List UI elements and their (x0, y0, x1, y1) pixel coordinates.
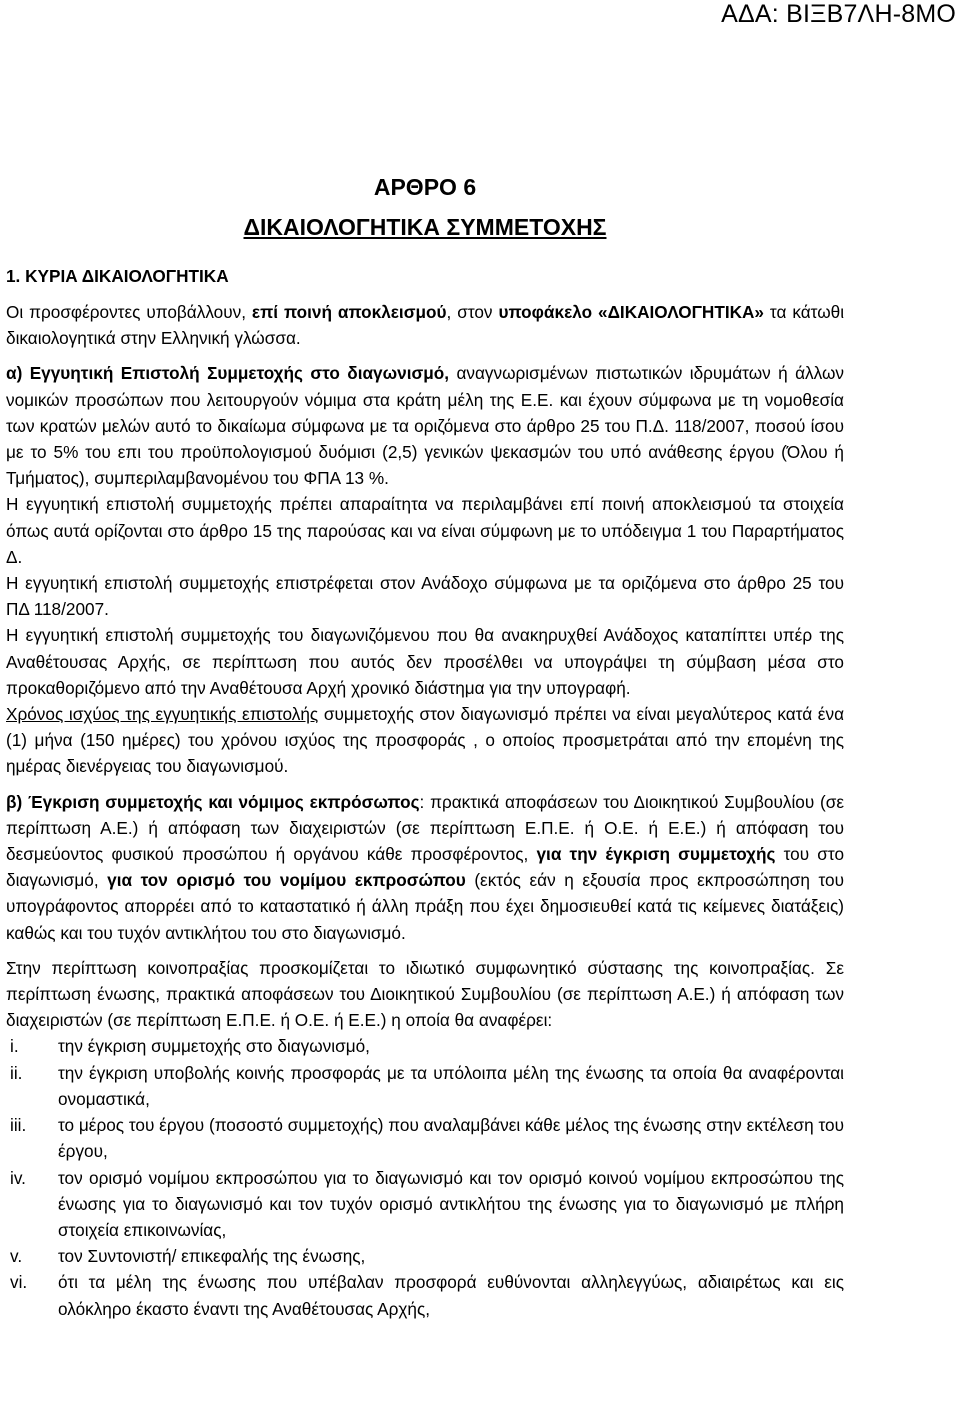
list-item-text: το μέρος του έργου (ποσοστό συμμετοχής) που αναλαμβάνει κάθε μέλος της ένωσης στην εκτέλεση του έργου, (58, 1115, 844, 1162)
validity-text: συμμετοχής στον διαγωνισμό πρέπει να είναι μεγαλύτερος κατά ένα (1) μήνα (150 ημέρες) του χρόνου ισχύος της προσφοράς , ο οποίος προσμετράται από την επομένη της ημέρας διενέργειας του διαγωνισμού. (6, 704, 845, 777)
paragraph-a (6, 360, 844, 491)
list-item (6, 1243, 844, 1269)
article-title: ΔΙΚΑΙΟΛΟΓΗΤΙΚΑ ΣΥΜΜΕΤΟΧΗΣ (243, 214, 607, 240)
list-item (6, 1112, 844, 1164)
paragraph-b-text-3: (εκτός εάν η εξουσία προς εκπροσώπηση του υπογράφοντος απορρέει από το καταστατικό ή άλλη πράξη που έχει δημοσιευθεί κατά τις κείμενες διατάξεις) καθώς και του τυχόν αντικλήτου του στο διαγωνισμό. (6, 870, 844, 943)
paragraph-consortium: Στην περίπτωση κοινοπραξίας προσκομίζεται το ιδιωτικό συμφωνητικό σύστασης της κοινοπραξίας. Σε περίπτωση ένωσης, πρακτικά αποφάσεων του Διοικητικού Συμβουλίου (σε περίπτωση Α.Ε.) ή απόφαση των διαχειριστών (σε περίπτωση Ε.Π.Ε. ή Ο.Ε. ή Ε.Ε.) η οποία θα αναφέρει: (6, 957, 844, 1031)
ada-code: ΑΔΑ: ΒΙΞΒ7ΛΗ-8ΜΟ (721, 0, 956, 28)
list-item (6, 1033, 844, 1059)
paragraph-guarantee-contents: Η εγγυητική επιστολή συμμετοχής πρέπει απαραίτητα να περιλαμβάνει επί ποινή αποκλεισμού τα στοιχεία όπως αυτά ορίζονται στο άρθρο 15 της παρούσας και να είναι σύμφωνη με το υπόδειγμα 1 του Παραρτήματος Δ. (6, 494, 844, 567)
list-item-text: τον ορισμό νομίμου εκπροσώπου για το διαγωνισμό και τον ορισμό κοινού νομίμου εκπροσώπου της ένωσης για το διαγωνισμό και τον τυχόν ορισμό αντικλήτου της ένωσης για το διαγωνισμό με πλήρη στοιχεία επικοινωνίας, (58, 1167, 844, 1240)
list-item-text: τον Συντονιστή/ επικεφαλής της ένωσης, (58, 1246, 366, 1267)
paragraph-b-heading: β) Έγκριση συμμετοχής και νόμιμος εκπρόσωπος (6, 791, 420, 812)
list-item-number: i. (10, 1036, 19, 1057)
list-item (6, 1060, 844, 1112)
paragraph-b-text-1: : πρακτικά αποφάσεων του Διοικητικού Συμβουλίου (σε περίπτωση Α.Ε.) ή απόφαση των διαχειριστών (σε περίπτωση Ε.Π.Ε. ή Ο.Ε. ή Ε.Ε.) ή απόφαση του δεσμεύοντος φυσικού προσώπου ή οργάνου κάθε προσφέροντος, (6, 791, 845, 865)
intro-text-1: Οι προσφέροντες υποβάλλουν, (6, 302, 252, 322)
paragraph-b (6, 789, 844, 946)
paragraph-guarantee-forfeit: Η εγγυητική επιστολή συμμετοχής του διαγωνιζόμενου που θα ανακηρυχθεί Ανάδοχος καταπίπτει υπέρ της Αναθέτουσας Αρχής, σε περίπτωση που αυτός δεν προσέλθει να υπογράψει τη σύμβαση μέσα στο προκαθοριζόμενο από την Αναθέτουσα Αρχή χρονικό διάστημα για την υπογραφή. (6, 625, 844, 698)
list-item-number: vi. (10, 1272, 28, 1293)
section-heading: 1. ΚΥΡΙΑ ΔΙΚΑΙΟΛΟΓΗΤΙΚΑ (6, 266, 229, 286)
article-number: ΑΡΘΡΟ 6 (373, 174, 477, 200)
list-item-text: την έγκριση υποβολής κοινής προσφοράς με τα υπόλοιπα μέλη της ένωσης τα οποία θα αναφέρονται ονομαστικά, (58, 1062, 844, 1109)
paragraph-a-text: αναγνωρισμένων πιστωτικών ιδρυμάτων ή άλλων νομικών προσώπων που λειτουργούν νόμιμα στα κράτη μέλη της Ε.Ε. και έχουν σύμφωνα με τη νομοθεσία των κρατών μελών αυτό το δικαίωμα σύμφωνα με τα οριζόμενα στο άρθρο 25 του Π.Δ. 118/2007, ποσού ίσου με το 5% του επι του προϋπολογισμού δυόμισι (2,5) γενικών ψεκασμών του υπό ανάθεσης έργου (Όλου ή Τμήματος), συμπεριλαμβανομένου του ΦΠΑ 13 %. (6, 363, 844, 489)
list-item-text: ότι τα μέλη της ένωσης που υπέβαλαν προσφορά ευθύνονται αλληλεγγύως, αδιαιρέτως και εις ολόκληρο έκαστο έναντι της Αναθέτουσας Αρχής, (58, 1272, 844, 1319)
intro-paragraph (6, 299, 844, 351)
paragraph-a-heading: α) Εγγυητική Επιστολή Συμμετοχής στο διαγωνισμό, (6, 363, 450, 384)
intro-bold-2: υποφάκελο «ΔΙΚΑΙΟΛΟΓΗΤΙΚΑ» (498, 302, 764, 322)
list-item-text: την έγκριση συμμετοχής στο διαγωνισμό, (58, 1036, 370, 1057)
decision-list (6, 1033, 844, 1321)
list-item (6, 1165, 844, 1244)
list-item-number: ii. (10, 1062, 23, 1083)
paragraph-b-bold-3: για τον ορισμό του νομίμου εκπροσώπου (107, 870, 466, 891)
list-item-number: iv. (10, 1167, 26, 1188)
validity-underlined: Χρόνος ισχύος της εγγυητικής επιστολής (6, 704, 319, 725)
paragraph-b-text-2: του στο διαγωνισμό, (6, 844, 844, 891)
list-item-number: iii. (10, 1115, 27, 1136)
list-item (6, 1269, 844, 1321)
paragraph-b-bold-2: για την έγκριση συμμετοχής (536, 844, 776, 865)
document-body (6, 299, 844, 1322)
intro-text-3: τα κάτωθι δικαιολογητικά στην Ελληνική γλώσσα. (6, 302, 845, 349)
intro-bold-1: επί ποινή αποκλεισμού (251, 302, 447, 322)
intro-text-2: , στον (446, 302, 499, 322)
paragraph-guarantee-return: Η εγγυητική επιστολή συμμετοχής επιστρέφεται στον Ανάδοχο σύμφωνα με τα οριζόμενα στο άρθρο 25 του ΠΔ 118/2007. (6, 573, 844, 620)
list-item-number: v. (10, 1246, 23, 1267)
paragraph-validity (6, 701, 844, 780)
